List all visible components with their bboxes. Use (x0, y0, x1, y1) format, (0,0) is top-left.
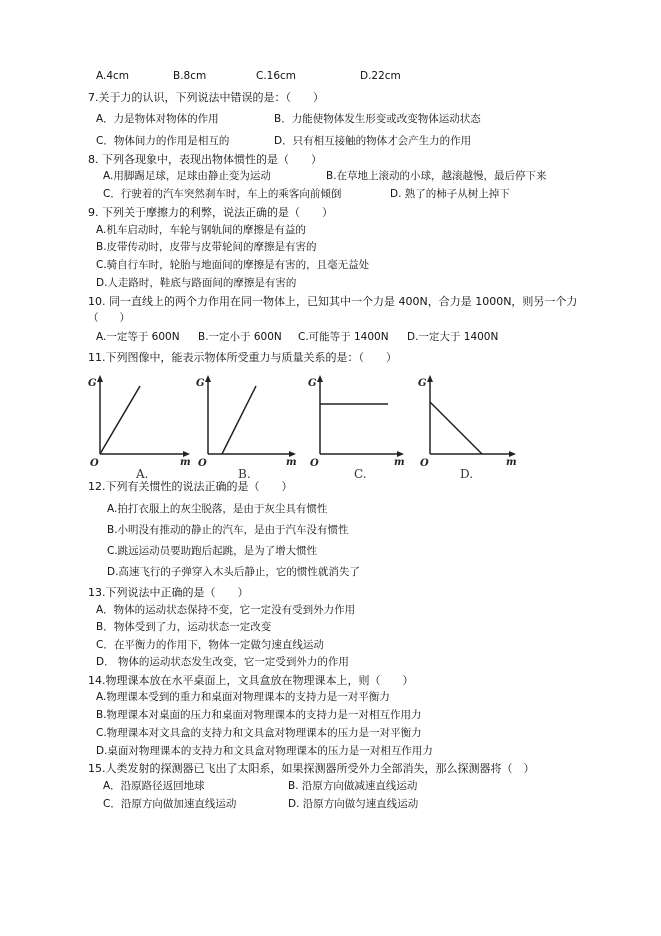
graph-a-line (100, 386, 140, 454)
q9-option-b: B.皮带传动时，皮带与皮带轮间的摩擦是有害的 (96, 241, 317, 253)
graph-c-x-label: m (394, 457, 405, 468)
graph-d-y-arrow (427, 375, 433, 382)
graph-d-y-label: G (418, 378, 427, 389)
graph-d-origin: O (420, 458, 429, 469)
q10-option-c: C.可能等于 1400N (298, 331, 389, 343)
graph-d (416, 372, 546, 481)
q15-option-b: B. 沿原方向做减速直线运动 (288, 780, 418, 792)
q6-option-a: A.4cm (96, 70, 130, 82)
q15-option-c: C．沿原方向做加速直线运动 (103, 798, 237, 810)
graph-b-line (222, 386, 256, 454)
q13-stem: 13.下列说法中正确的是（ ） (88, 586, 249, 599)
q6-option-b: B.8cm (173, 70, 207, 82)
q11-stem: 11.下列图像中，能表示物体所受重力与质量关系的是：（ ） (88, 351, 397, 364)
q14-option-b: B.物理课本对桌面的压力和桌面对物理课本的支持力是一对相互作用力 (96, 709, 422, 721)
graph-b-origin: O (198, 458, 207, 469)
graph-a-y-arrow (97, 375, 103, 382)
graph-c-origin: O (310, 458, 319, 469)
q7-option-d: D．只有相互接触的物体才会产生力的作用 (274, 135, 472, 147)
graph-c-y-label: G (308, 378, 317, 389)
q10-option-a: A.一定等于 600N (96, 331, 180, 343)
q13-option-c: C．在平衡力的作用下，物体一定做匀速直线运动 (96, 639, 324, 651)
q15-stem: 15.人类发射的探测器已飞出了太阳系，如果探测器所受外力全部消失，那么探测器将（ ） (88, 762, 535, 775)
graph-a-origin: O (90, 458, 99, 469)
q9-option-c: C.骑自行车时，轮胎与地面间的摩擦是有害的，且毫无益处 (96, 259, 370, 271)
q8-option-b: B.在草地上滚动的小球，越滚越慢，最后停下来 (326, 170, 547, 182)
q12-option-b: B.小明没有推动的静止的汽车，是由于汽车没有惯性 (107, 524, 349, 536)
q8-option-d: D. 熟了的柿子从树上掉下 (390, 188, 510, 200)
q10-option-b: B.一定小于 600N (198, 331, 282, 343)
graph-d-svg (416, 372, 546, 481)
q8-option-c: C．行驶着的汽车突然刹车时，车上的乘客向前倾倒 (103, 188, 342, 200)
graph-c-label: C. (354, 467, 367, 481)
graph-d-line (430, 402, 482, 454)
q12-stem: 12.下列有关惯性的说法正确的是（ ） (88, 480, 293, 493)
q6-option-d: D.22cm (360, 70, 401, 82)
q12-option-d: D.高速飞行的子弹穿入木头后静止，它的惯性就消失了 (107, 566, 360, 578)
q9-option-a: A.机车启动时，车轮与钢轨间的摩擦是有益的 (96, 224, 306, 236)
q8-option-a: A.用脚踢足球，足球由静止变为运动 (103, 170, 271, 182)
q12-option-a: A.拍打衣服上的灰尘脱落，是由于灰尘具有惯性 (107, 503, 328, 515)
q7-stem: 7.关于力的认识，下列说法中错误的是：（ ） (88, 91, 324, 104)
q14-stem: 14.物理课本放在水平桌面上，文具盒放在物理课本上，则（ ） (88, 674, 414, 687)
graph-b-y-arrow (205, 375, 211, 382)
graph-b-x-label: m (286, 457, 297, 468)
q7-option-b: B．力能使物体发生形变或改变物体运动状态 (274, 113, 481, 125)
graph-b (194, 372, 324, 481)
graph-b-label: B. (238, 467, 251, 481)
graph-d-label: D. (460, 467, 474, 481)
q10-option-d: D.一定大于 1400N (407, 331, 499, 343)
q13-option-d: D． 物体的运动状态发生改变，它一定受到外力的作用 (96, 656, 349, 668)
q6-option-c: C.16cm (256, 70, 297, 82)
q15-option-a: A．沿原路径返回地球 (103, 780, 205, 792)
q7-option-c: C．物体间力的作用是相互的 (96, 135, 230, 147)
q10-stem: 10. 同一直线上的两个力作用在同一物体上，已知其中一个力是 400N，合力是 1000N，则另一个力 (88, 295, 578, 308)
graph-a-x-label: m (180, 457, 191, 468)
q9-option-d: D.人走路时，鞋底与路面间的摩擦是有害的 (96, 277, 297, 289)
graph-d-x-label: m (506, 457, 517, 468)
graph-a-y-label: G (88, 378, 97, 389)
q8-stem: 8. 下列各现象中，表现出物体惯性的是（ ） (88, 153, 322, 166)
q14-option-c: C.物理课本对文具盒的支持力和文具盒对物理课本的压力是一对平衡力 (96, 727, 422, 739)
graph-a-label: A. (136, 467, 149, 481)
q12-option-c: C.跳远运动员要助跑后起跳，是为了增大惯性 (107, 545, 318, 557)
q14-option-d: D.桌面对物理课本的支持力和文具盒对物理课本的压力是一对相互作用力 (96, 745, 433, 757)
q10-stem-blank: （ ） (88, 312, 130, 324)
q14-option-a: A.物理课本受到的重力和桌面对物理课本的支持力是一对平衡力 (96, 691, 390, 703)
q15-option-d: D. 沿原方向做匀速直线运动 (288, 798, 419, 810)
q13-option-a: A．物体的运动状态保持不变，它一定没有受到外力作用 (96, 604, 356, 616)
graph-b-svg (194, 372, 324, 481)
graph-b-y-label: G (196, 378, 205, 389)
q13-option-b: B．物体受到了力，运动状态一定改变 (96, 621, 272, 633)
q7-option-a: A．力是物体对物体的作用 (96, 113, 219, 125)
graph-c-y-arrow (317, 375, 323, 382)
q9-stem: 9. 下列关于摩擦力的利弊，说法正确的是（ ） (88, 206, 333, 219)
